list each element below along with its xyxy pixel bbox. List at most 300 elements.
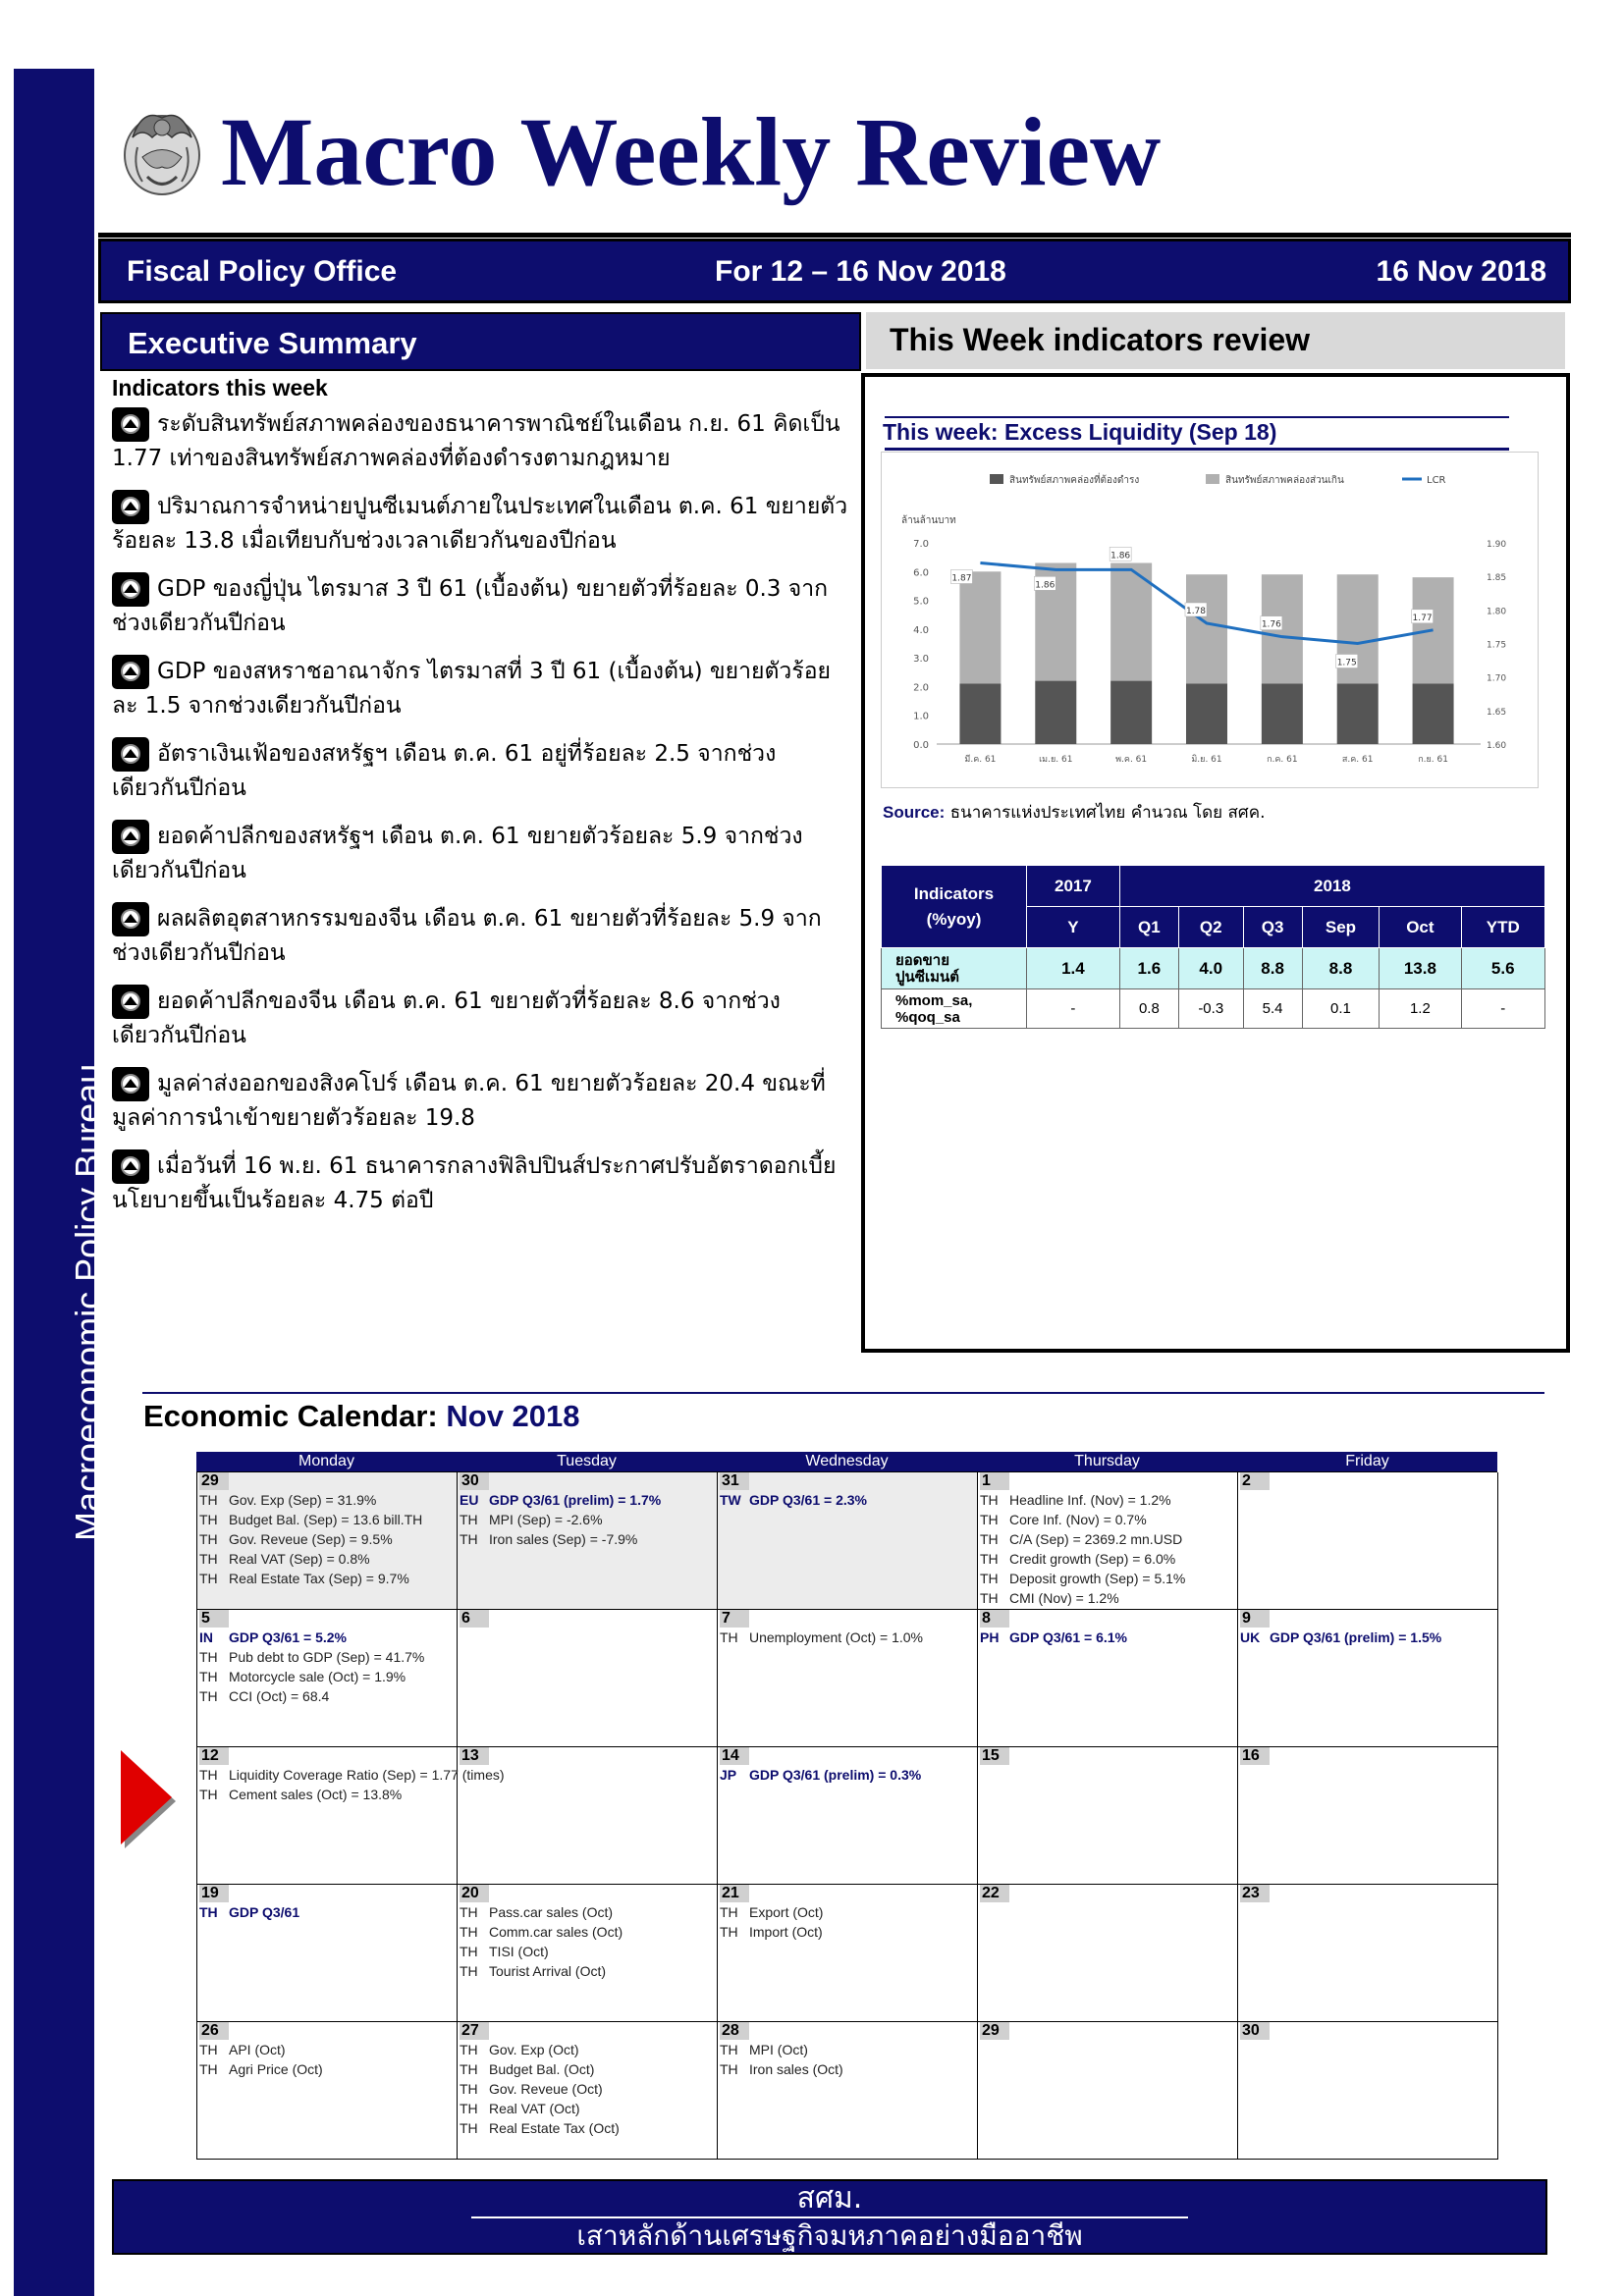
calendar-event bbox=[460, 1490, 715, 1510]
calendar-day-cell bbox=[718, 1885, 978, 2022]
column-header: Q1 bbox=[1119, 907, 1178, 948]
summary-item-text: GDP ของญี่ปุ่น ไตรมาส 3 ปี 61 (เบื้องต้น) ขยายตัวที่ร้อยละ 0.3 จากช่วงเดียวกันปีก่อน bbox=[112, 576, 829, 636]
calendar-day-cell bbox=[718, 1747, 978, 1885]
calendar-event bbox=[199, 1569, 455, 1588]
header-bar bbox=[98, 239, 1571, 303]
event-text: Unemployment (Oct) = 1.0% bbox=[749, 1629, 924, 1645]
event-text: C/A (Sep) = 2369.2 mn.USD bbox=[1009, 1531, 1183, 1547]
event-text: Pub debt to GDP (Sep) = 41.7% bbox=[229, 1649, 425, 1665]
weekday-header: Monday bbox=[298, 1453, 354, 1469]
y-tick-label: 6.0 bbox=[913, 567, 929, 579]
calendar-day-cell bbox=[978, 1610, 1238, 1747]
calendar-event bbox=[460, 1902, 715, 1922]
country-code: TH bbox=[199, 1787, 218, 1802]
calendar-day-cell bbox=[197, 1472, 458, 1610]
bar-required bbox=[1413, 684, 1454, 745]
country-code: TH bbox=[720, 1904, 738, 1920]
x-tick-label: ก.ค. 61 bbox=[1267, 755, 1298, 765]
day-number: 6 bbox=[460, 1610, 489, 1628]
country-code: TH bbox=[199, 1551, 218, 1567]
calendar-event bbox=[460, 2079, 715, 2099]
footer-banner bbox=[112, 2179, 1547, 2255]
indicator-cell: 5.6 bbox=[1461, 948, 1545, 989]
week-review-heading: This Week indicators review bbox=[866, 312, 1565, 369]
up-arrow-icon bbox=[112, 737, 149, 772]
country-code: TH bbox=[720, 2061, 738, 2077]
day-number: 1 bbox=[980, 1472, 1009, 1490]
x-tick-label: พ.ค. 61 bbox=[1115, 755, 1148, 765]
day-number: 12 bbox=[199, 1747, 229, 1765]
bar-required bbox=[1110, 681, 1152, 744]
country-code: TH bbox=[460, 2081, 478, 2097]
indicator-cell: 13.8 bbox=[1380, 948, 1461, 989]
country-code: TW bbox=[720, 1492, 741, 1508]
country-code: TH bbox=[460, 2101, 478, 2116]
bar-required bbox=[1035, 681, 1076, 744]
country-code: TH bbox=[199, 1571, 218, 1586]
weekday-header: Tuesday bbox=[557, 1453, 617, 1469]
day-number: 31 bbox=[720, 1472, 749, 1490]
calendar-event bbox=[460, 2099, 715, 2118]
calendar-day-cell bbox=[1238, 1747, 1498, 1885]
indicator-cell: 8.8 bbox=[1243, 948, 1302, 989]
y2-tick-label: 1.60 bbox=[1487, 741, 1507, 751]
event-text: GDP Q3/61 = 2.3% bbox=[749, 1492, 867, 1508]
country-code: TH bbox=[460, 1944, 478, 1959]
column-header: Q2 bbox=[1178, 907, 1243, 948]
report-period: For 12 – 16 Nov 2018 bbox=[715, 255, 1006, 288]
legend-swatch-excess bbox=[1206, 474, 1219, 484]
bar-excess bbox=[1186, 574, 1227, 683]
indicator-label-header: Indicators (%yoy) bbox=[882, 866, 1027, 948]
current-week-pointer-icon bbox=[121, 1750, 172, 1844]
event-text: MPI (Oct) bbox=[749, 2042, 808, 2057]
country-code: TH bbox=[460, 2061, 478, 2077]
summary-item bbox=[112, 572, 848, 641]
y-tick-label: 1.0 bbox=[913, 711, 929, 722]
lcr-data-label: 1.75 bbox=[1336, 658, 1357, 668]
summary-item-text: ผลผลิตอุตสาหกรรมของจีน เดือน ต.ค. 61 ขยายตัวที่ร้อยละ 5.9 จากช่วงเดียวกันปีก่อน bbox=[112, 906, 822, 966]
calendar-event bbox=[720, 2040, 975, 2059]
country-code: TH bbox=[720, 2042, 738, 2057]
country-code: TH bbox=[980, 1571, 999, 1586]
fpo-logo-icon bbox=[113, 98, 211, 201]
calendar-event bbox=[199, 1785, 455, 1804]
day-number: 9 bbox=[1240, 1610, 1270, 1628]
summary-item bbox=[112, 1067, 848, 1136]
calendar-event bbox=[460, 2059, 715, 2079]
country-code: PH bbox=[980, 1629, 1000, 1645]
country-code: TH bbox=[199, 1492, 218, 1508]
calendar-day-cell bbox=[718, 1472, 978, 1610]
bar-required bbox=[1337, 684, 1379, 745]
indicator-row-label: %mom_sa, %qoq_sa bbox=[882, 989, 1027, 1029]
event-text: Cement sales (Oct) = 13.8% bbox=[229, 1787, 403, 1802]
day-number: 28 bbox=[720, 2022, 749, 2040]
event-text: GDP Q3/61 (prelim) = 1.5% bbox=[1270, 1629, 1442, 1645]
report-title: Macro Weekly Review bbox=[221, 97, 1162, 206]
country-code: EU bbox=[460, 1492, 479, 1508]
calendar-event bbox=[199, 1549, 455, 1569]
country-code: JP bbox=[720, 1767, 737, 1783]
legend-label-lcr: LCR bbox=[1427, 475, 1446, 486]
day-number: 2 bbox=[1240, 1472, 1270, 1490]
lcr-data-label: 1.86 bbox=[1035, 580, 1056, 591]
calendar-day-cell bbox=[1238, 1472, 1498, 1610]
column-header: Oct bbox=[1380, 907, 1461, 948]
y-axis-label: ล้านล้านบาท bbox=[901, 515, 956, 526]
calendar-day-cell bbox=[458, 1747, 718, 1885]
day-number: 21 bbox=[720, 1885, 749, 1902]
calendar-month: Nov 2018 bbox=[446, 1399, 580, 1433]
country-code: TH bbox=[720, 1629, 738, 1645]
event-text: Export (Oct) bbox=[749, 1904, 824, 1920]
day-number: 19 bbox=[199, 1885, 229, 1902]
summary-item-text: ปริมาณการจำหน่ายปูนซีเมนต์ภายในประเทศในเดือน ต.ค. 61 ขยายตัวร้อยละ 13.8 เมื่อเทียบกับช่วงเวลาเดียวกันของปีก่อน bbox=[112, 494, 848, 554]
legend-label-excess: สินทรัพย์สภาพคล่องส่วนเกิน bbox=[1225, 475, 1344, 486]
y2-tick-label: 1.90 bbox=[1487, 540, 1507, 550]
calendar-event bbox=[199, 2040, 455, 2059]
column-header: Sep bbox=[1302, 907, 1380, 948]
day-number: 26 bbox=[199, 2022, 229, 2040]
calendar-event bbox=[199, 1765, 505, 1785]
country-code: TH bbox=[199, 2061, 218, 2077]
calendar-event bbox=[980, 1549, 1235, 1569]
event-text: Credit growth (Sep) = 6.0% bbox=[1009, 1551, 1176, 1567]
country-code: TH bbox=[199, 1669, 218, 1684]
column-header: Q3 bbox=[1243, 907, 1302, 948]
economic-calendar bbox=[196, 1452, 1497, 2160]
calendar-event bbox=[980, 1510, 1235, 1529]
country-code: TH bbox=[199, 1531, 218, 1547]
y-tick-label: 7.0 bbox=[913, 539, 929, 550]
day-number: 7 bbox=[720, 1610, 749, 1628]
indicator-cell: 4.0 bbox=[1178, 948, 1243, 989]
calendar-event bbox=[460, 1961, 715, 1981]
event-text: Agri Price (Oct) bbox=[229, 2061, 323, 2077]
year-2018-header: 2018 bbox=[1119, 866, 1544, 907]
day-number: 29 bbox=[199, 1472, 229, 1490]
calendar-event bbox=[720, 1765, 975, 1785]
indicator-row bbox=[882, 989, 1545, 1029]
weekday-header: Friday bbox=[1345, 1453, 1389, 1469]
indicator-review-panel bbox=[861, 373, 1570, 1353]
calendar-event bbox=[199, 1667, 455, 1686]
country-code: TH bbox=[199, 2042, 218, 2057]
x-tick-label: มี.ค. 61 bbox=[964, 755, 997, 765]
summary-item-text: ยอดค้าปลีกของสหรัฐฯ เดือน ต.ค. 61 ขยายตัวร้อยละ 5.9 จากช่วงเดียวกันปีก่อน bbox=[112, 824, 803, 883]
event-text: GDP Q3/61 (prelim) = 0.3% bbox=[749, 1767, 922, 1783]
country-code: TH bbox=[460, 1924, 478, 1940]
indicator-cell: 1.6 bbox=[1119, 948, 1178, 989]
office-name: Fiscal Policy Office bbox=[127, 255, 398, 288]
calendar-day-cell bbox=[197, 2022, 458, 2160]
y2-tick-label: 1.70 bbox=[1487, 673, 1507, 684]
calendar-event bbox=[460, 2118, 715, 2138]
calendar-day-cell bbox=[1238, 1610, 1498, 1747]
event-text: GDP Q3/61 = 6.1% bbox=[1009, 1629, 1127, 1645]
calendar-event bbox=[460, 1942, 715, 1961]
calendar-event bbox=[460, 1510, 715, 1529]
day-number: 23 bbox=[1240, 1885, 1270, 1902]
calendar-event bbox=[199, 1529, 455, 1549]
event-text: Gov. Reveue (Sep) = 9.5% bbox=[229, 1531, 393, 1547]
event-text: Core Inf. (Nov) = 0.7% bbox=[1009, 1512, 1147, 1527]
chart-source bbox=[883, 799, 1265, 826]
event-text: Gov. Exp (Sep) = 31.9% bbox=[229, 1492, 377, 1508]
event-text: CCI (Oct) = 68.4 bbox=[229, 1688, 330, 1704]
up-arrow-icon bbox=[112, 1149, 149, 1184]
calendar-event bbox=[199, 1490, 455, 1510]
calendar-event bbox=[460, 2040, 715, 2059]
indicator-row bbox=[882, 948, 1545, 989]
calendar-event bbox=[199, 1686, 455, 1706]
country-code: TH bbox=[199, 1688, 218, 1704]
calendar-day-cell bbox=[978, 1885, 1238, 2022]
sidebar-bureau-name: Macroeconomic Policy Bureau bbox=[68, 1063, 108, 1541]
calendar-title-label: Economic Calendar: bbox=[143, 1399, 438, 1433]
indicator-row-label: ยอดขาย ปูนซีเมนต์ bbox=[882, 948, 1027, 989]
event-text: Gov. Reveue (Oct) bbox=[489, 2081, 603, 2097]
x-tick-label: เม.ย. 61 bbox=[1039, 755, 1073, 765]
calendar-title bbox=[143, 1399, 580, 1434]
calendar-day-cell bbox=[197, 1610, 458, 1747]
day-number: 15 bbox=[980, 1747, 1009, 1765]
y2-tick-label: 1.65 bbox=[1487, 707, 1507, 718]
lcr-data-label: 1.87 bbox=[951, 573, 972, 584]
indicator-cell: 1.4 bbox=[1027, 948, 1120, 989]
event-text: MPI (Sep) = -2.6% bbox=[489, 1512, 603, 1527]
footer-abbrev: สศม. bbox=[796, 2181, 863, 2216]
event-text: Headline Inf. (Nov) = 1.2% bbox=[1009, 1492, 1171, 1508]
calendar-day-cell bbox=[1238, 1885, 1498, 2022]
country-code: TH bbox=[199, 1649, 218, 1665]
up-arrow-icon bbox=[112, 1067, 149, 1101]
column-header: Y bbox=[1027, 907, 1120, 948]
calendar-event bbox=[720, 1902, 975, 1922]
calendar-event bbox=[199, 1510, 455, 1529]
country-code: TH bbox=[980, 1531, 999, 1547]
calendar-event bbox=[980, 1628, 1235, 1647]
weekday-header: Wednesday bbox=[805, 1453, 889, 1469]
y-tick-label: 2.0 bbox=[913, 682, 929, 694]
calendar-event bbox=[199, 2059, 455, 2079]
column-header: YTD bbox=[1461, 907, 1545, 948]
calendar-event bbox=[720, 1628, 975, 1647]
event-text: Iron sales (Sep) = -7.9% bbox=[489, 1531, 638, 1547]
event-text: Deposit growth (Sep) = 5.1% bbox=[1009, 1571, 1186, 1586]
indicator-cell: 5.4 bbox=[1243, 989, 1302, 1029]
calendar-weekday-header bbox=[196, 1452, 1497, 1471]
calendar-event bbox=[980, 1588, 1235, 1608]
country-code: UK bbox=[1240, 1629, 1261, 1645]
country-code: TH bbox=[980, 1492, 999, 1508]
up-arrow-icon bbox=[112, 572, 149, 607]
country-code: TH bbox=[980, 1512, 999, 1527]
country-code: TH bbox=[199, 1904, 218, 1920]
up-arrow-icon bbox=[112, 902, 149, 936]
footer-slogan: เสาหลักด้านเศรษฐกิจมหภาคอย่างมืออาชีพ bbox=[576, 2219, 1083, 2252]
calendar-day-cell bbox=[458, 1885, 718, 2022]
y-tick-label: 4.0 bbox=[913, 624, 929, 636]
weekday-header: Thursday bbox=[1074, 1453, 1140, 1469]
lcr-data-label: 1.76 bbox=[1261, 619, 1281, 630]
day-number: 20 bbox=[460, 1885, 489, 1902]
indicator-cell: 0.8 bbox=[1119, 989, 1178, 1029]
calendar-event bbox=[460, 1922, 715, 1942]
sidebar-band bbox=[14, 69, 108, 2296]
summary-item bbox=[112, 407, 848, 476]
event-text: Motorcycle sale (Oct) = 1.9% bbox=[229, 1669, 406, 1684]
chart-title-rule-bottom bbox=[885, 448, 1509, 451]
day-number: 14 bbox=[720, 1747, 749, 1765]
up-arrow-icon bbox=[112, 407, 149, 442]
indicator-cell: - bbox=[1461, 989, 1545, 1029]
up-arrow-icon bbox=[112, 985, 149, 1019]
day-number: 22 bbox=[980, 1885, 1009, 1902]
calendar-day-cell bbox=[978, 1472, 1238, 1610]
event-text: Real Estate Tax (Oct) bbox=[489, 2120, 620, 2136]
event-text: Real VAT (Oct) bbox=[489, 2101, 580, 2116]
event-text: Comm.car sales (Oct) bbox=[489, 1924, 623, 1940]
country-code: IN bbox=[199, 1629, 213, 1645]
bar-required bbox=[1262, 684, 1303, 745]
event-text: Import (Oct) bbox=[749, 1924, 823, 1940]
day-number: 16 bbox=[1240, 1747, 1270, 1765]
lcr-data-label: 1.86 bbox=[1110, 551, 1131, 561]
y2-tick-label: 1.80 bbox=[1487, 607, 1507, 617]
calendar-grid bbox=[196, 1471, 1497, 2160]
calendar-event bbox=[980, 1490, 1235, 1510]
country-code: TH bbox=[980, 1551, 999, 1567]
summary-item-text: ยอดค้าปลีกของจีน เดือน ต.ค. 61 ขยายตัวที่ร้อยละ 8.6 จากช่วงเดียวกันปีก่อน bbox=[112, 988, 781, 1048]
calendar-event bbox=[980, 1529, 1235, 1549]
up-arrow-icon bbox=[112, 490, 149, 524]
event-text: Pass.car sales (Oct) bbox=[489, 1904, 614, 1920]
indicators-title: Indicators this week bbox=[112, 375, 328, 400]
country-code: TH bbox=[460, 2042, 478, 2057]
event-text: TISI (Oct) bbox=[489, 1944, 549, 1959]
day-number: 29 bbox=[980, 2022, 1009, 2040]
summary-item-text: อัตราเงินเฟ้อของสหรัฐฯ เดือน ต.ค. 61 อยู่ที่ร้อยละ 2.5 จากช่วงเดียวกันปีก่อน bbox=[112, 741, 777, 801]
calendar-event bbox=[199, 1647, 455, 1667]
calendar-event bbox=[720, 1922, 975, 1942]
summary-item-text: GDP ของสหราชอาณาจักร ไตรมาสที่ 3 ปี 61 (เบื้องต้น) ขยายตัวร้อยละ 1.5 จากช่วงเดียวกันปีก่อน bbox=[112, 659, 831, 719]
summary-item bbox=[112, 820, 848, 888]
country-code: TH bbox=[460, 1963, 478, 1979]
country-code: TH bbox=[460, 1512, 478, 1527]
indicator-cell: -0.3 bbox=[1178, 989, 1243, 1029]
bar-required bbox=[959, 684, 1001, 745]
up-arrow-icon bbox=[112, 655, 149, 689]
summary-item bbox=[112, 985, 848, 1053]
calendar-event bbox=[720, 2059, 975, 2079]
summary-item-text: เมื่อวันที่ 16 พ.ย. 61 ธนาคารกลางฟิลิปปินส์ประกาศปรับอัตราดอกเบี้ยนโยบายขึ้นเป็นร้อยละ 4.75 ต่อปี bbox=[112, 1153, 837, 1213]
event-text: Liquidity Coverage Ratio (Sep) = 1.77 (times) bbox=[229, 1767, 505, 1783]
day-number: 30 bbox=[1240, 2022, 1270, 2040]
event-text: Budget Bal. (Oct) bbox=[489, 2061, 595, 2077]
executive-summary bbox=[112, 375, 848, 1232]
country-code: TH bbox=[460, 1531, 478, 1547]
executive-summary-heading: Executive Summary bbox=[100, 312, 861, 371]
country-code: TH bbox=[199, 1767, 218, 1783]
chart-svg bbox=[882, 453, 1538, 787]
calendar-rule bbox=[142, 1392, 1544, 1394]
event-text: Real Estate Tax (Sep) = 9.7% bbox=[229, 1571, 409, 1586]
summary-item bbox=[112, 655, 848, 723]
indicator-cell: 8.8 bbox=[1302, 948, 1380, 989]
chart-title-rule-top bbox=[885, 416, 1509, 418]
calendar-event bbox=[1240, 1628, 1495, 1647]
calendar-day-cell bbox=[458, 2022, 718, 2160]
day-number: 5 bbox=[199, 1610, 229, 1628]
indicator-cell: 1.2 bbox=[1380, 989, 1461, 1029]
calendar-event bbox=[720, 1490, 975, 1510]
event-text: API (Oct) bbox=[229, 2042, 286, 2057]
y-tick-label: 5.0 bbox=[913, 596, 929, 608]
summary-item bbox=[112, 1149, 848, 1218]
summary-item-text: มูลค่าส่งออกของสิงคโปร์ เดือน ต.ค. 61 ขยายตัวร้อยละ 20.4 ขณะที่มูลค่าการนำเข้าขยายตัวร้อยละ 19.8 bbox=[112, 1071, 826, 1131]
y-tick-label: 3.0 bbox=[913, 654, 929, 666]
event-text: GDP Q3/61 bbox=[229, 1904, 300, 1920]
calendar-day-cell bbox=[718, 1610, 978, 1747]
summary-item bbox=[112, 737, 848, 806]
day-number: 8 bbox=[980, 1610, 1009, 1628]
calendar-event bbox=[460, 1529, 715, 1549]
event-text: Budget Bal. (Sep) = 13.6 bill.TH bbox=[229, 1512, 423, 1527]
calendar-day-cell bbox=[197, 1747, 505, 1885]
calendar-event bbox=[199, 1628, 455, 1647]
calendar-day-cell bbox=[978, 1747, 1238, 1885]
bar-required bbox=[1186, 684, 1227, 745]
year-2017-header: 2017 bbox=[1027, 866, 1120, 907]
lcr-data-label: 1.78 bbox=[1185, 607, 1207, 616]
event-text: GDP Q3/61 (prelim) = 1.7% bbox=[489, 1492, 662, 1508]
bar-excess bbox=[959, 571, 1001, 683]
x-tick-label: มิ.ย. 61 bbox=[1191, 755, 1222, 765]
x-tick-label: ก.ย. 61 bbox=[1418, 755, 1448, 765]
legend-swatch-required bbox=[990, 474, 1003, 484]
calendar-event bbox=[199, 1902, 455, 1922]
chart-title: This week: Excess Liquidity (Sep 18) bbox=[883, 419, 1277, 445]
summary-item bbox=[112, 902, 848, 971]
country-code: TH bbox=[980, 1590, 999, 1606]
event-text: Tourist Arrival (Oct) bbox=[489, 1963, 607, 1979]
header-rule bbox=[98, 233, 1571, 238]
summary-item bbox=[112, 490, 848, 559]
summary-item-text: ระดับสินทรัพย์สภาพคล่องของธนาคารพาณิชย์ในเดือน ก.ย. 61 คิดเป็น 1.77 เท่าของสินทรัพย์สภาพคล่องที่ต้องดำรงตามกฎหมาย bbox=[112, 411, 840, 471]
calendar-day-cell bbox=[1238, 2022, 1498, 2160]
report-date: 16 Nov 2018 bbox=[1376, 255, 1546, 288]
event-text: Real VAT (Sep) = 0.8% bbox=[229, 1551, 370, 1567]
country-code: TH bbox=[720, 1924, 738, 1940]
calendar-day-cell bbox=[458, 1472, 718, 1610]
country-code: TH bbox=[460, 2120, 478, 2136]
country-code: TH bbox=[460, 1904, 478, 1920]
event-text: Gov. Exp (Oct) bbox=[489, 2042, 579, 2057]
lcr-data-label: 1.77 bbox=[1412, 613, 1433, 623]
event-text: CMI (Nov) = 1.2% bbox=[1009, 1590, 1119, 1606]
source-label: Source: bbox=[883, 803, 946, 822]
day-number: 13 bbox=[460, 1747, 489, 1765]
x-tick-label: ส.ค. 61 bbox=[1341, 755, 1374, 765]
country-code: TH bbox=[199, 1512, 218, 1527]
source-text: ธนาคารแห่งประเทศไทย คำนวณ โดย สศค. bbox=[949, 803, 1266, 823]
legend-label-required: สินทรัพย์สภาพคล่องที่ต้องดำรง bbox=[1009, 475, 1140, 486]
indicator-cell: 0.1 bbox=[1302, 989, 1380, 1029]
calendar-day-cell bbox=[978, 2022, 1238, 2160]
calendar-day-cell bbox=[197, 1885, 458, 2022]
